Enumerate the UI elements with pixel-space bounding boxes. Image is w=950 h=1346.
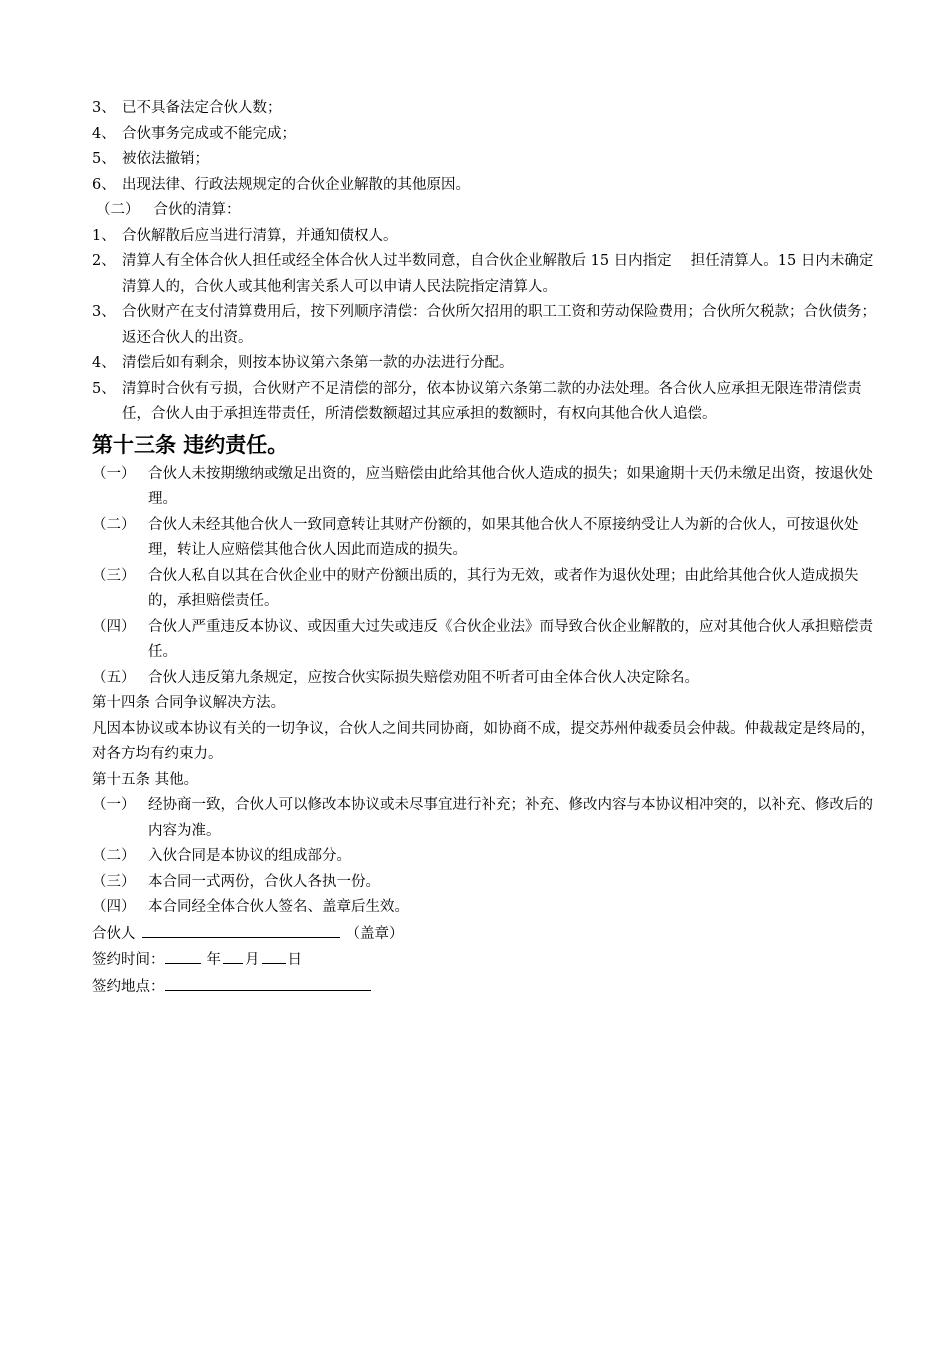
item-number: （一） <box>92 797 136 813</box>
list-item <box>92 122 882 148</box>
article-heading: 第十三条 违约责任。 <box>92 432 289 457</box>
item-text: 合伙人严重违反本协议、或因重大过失或违反《合伙企业法》而导致合伙企业解散的，应对其他合伙人承担赔偿责任。 <box>148 618 873 660</box>
list-item <box>92 666 882 692</box>
list-item <box>92 224 882 250</box>
document-page <box>92 96 882 1000</box>
item-number: 6、 <box>92 176 116 193</box>
year-blank[interactable] <box>165 947 201 964</box>
list-item <box>92 462 882 513</box>
item-number: 2、 <box>92 253 116 269</box>
item-text: 经协商一致，合伙人可以修改本协议或未尽事宜进行补充；补充、修改内容与本协议相冲突的，以补充、修改后的内容为准。 <box>148 797 873 839</box>
item-number: 5、 <box>92 151 116 167</box>
list-item <box>92 147 882 173</box>
article-heading: 第十四条 合同争议解决方法。 <box>92 695 286 711</box>
item-text: 合伙事务完成或不能完成； <box>122 125 296 142</box>
list-item <box>92 564 882 615</box>
list-item <box>92 300 882 351</box>
year-label: 年 <box>206 952 221 968</box>
item-number: 5、 <box>92 380 116 397</box>
other-list <box>92 793 882 921</box>
item-text: 清算时合伙有亏损，合伙财产不足清偿的部分，依本协议第六条第二款的办法处理。各合伙人应承担无限连带清偿责任，合伙人由于承担连带责任，所清偿数额超过其应承担的数额时，有权向其他合伙人追偿。 <box>122 380 862 422</box>
list-item <box>92 377 882 428</box>
liquidation-list <box>92 224 882 428</box>
item-number: （四） <box>92 618 136 635</box>
list-item <box>92 351 882 377</box>
article-heading: 第十五条 其他。 <box>92 771 199 788</box>
partner-label: 合伙人 <box>92 925 136 942</box>
breach-list <box>92 462 882 692</box>
dissolution-list <box>92 96 882 198</box>
item-number: 4、 <box>92 355 116 371</box>
month-blank[interactable] <box>223 947 243 964</box>
place-blank[interactable] <box>165 974 371 991</box>
item-text: 入伙合同是本协议的组成部分。 <box>148 848 351 864</box>
item-text: 本合同一式两份，合伙人各执一份。 <box>148 873 380 890</box>
item-number: 3、 <box>92 304 116 320</box>
list-item <box>92 615 882 666</box>
signing-place-line <box>92 974 882 1001</box>
item-number: （二） <box>92 848 136 864</box>
item-text: 清算人有全体合伙人担任或经全体合伙人过半数同意，自合伙企业解散后 15 日内指定 担任清算人。15 日内未确定清算人的，合伙人或其他利害关系人可以申请人民法院指定清算人。 <box>122 253 874 295</box>
item-number: （三） <box>92 567 136 584</box>
seal-label: （盖章） <box>345 925 404 942</box>
liquidation-heading <box>92 198 882 224</box>
item-text: 出现法律、行政法规规定的合伙企业解散的其他原因。 <box>122 176 470 193</box>
item-text: 清偿后如有剩余，则按本协议第六条第一款的办法进行分配。 <box>122 355 514 371</box>
item-number: （一） <box>92 465 136 482</box>
list-item <box>92 844 882 870</box>
list-item <box>92 249 882 300</box>
list-item <box>92 96 882 122</box>
day-blank[interactable] <box>262 947 286 964</box>
partner-signature-blank[interactable] <box>142 921 340 938</box>
item-text: 合伙财产在支付清算费用后，按下列顺序清偿：合伙所欠招用的职工工资和劳动保险费用；合伙所欠税款；合伙债务；返还合伙人的出资。 <box>122 304 876 346</box>
item-text: 合伙人未经其他合伙人一致同意转让其财产份额的，如果其他合伙人不原接纳受让人为新的合伙人，可按退伙处理，转让人应赔偿其他合伙人因此而造成的损失。 <box>148 516 859 558</box>
signing-date-line <box>92 947 882 974</box>
list-item <box>92 895 882 921</box>
list-item <box>92 870 882 896</box>
item-text: 被依法撤销； <box>122 151 209 167</box>
item-text: 已不具备法定合伙人数； <box>122 100 282 116</box>
list-item <box>92 793 882 844</box>
paragraph <box>92 717 882 768</box>
item-text: 合伙人违反第九条规定，应按合伙实际损失赔偿劝阻不听者可由全体合伙人决定除名。 <box>148 669 699 686</box>
item-number: （二） <box>92 516 136 533</box>
place-label: 签约地点： <box>92 978 165 995</box>
section-number: （二） <box>96 202 140 218</box>
list-item <box>92 173 882 199</box>
day-label: 日 <box>287 952 302 968</box>
month-label: 月 <box>245 952 260 968</box>
item-number: （四） <box>92 899 136 915</box>
item-text: 合伙人未按期缴纳或缴足出资的，应当赔偿由此给其他合伙人造成的损失；如果逾期十天仍未缴足出资，按退伙处理。 <box>148 465 873 507</box>
item-number: 3、 <box>92 100 116 116</box>
section-title: 合伙的清算： <box>153 202 241 218</box>
date-label: 签约时间： <box>92 952 165 968</box>
item-number: （三） <box>92 873 136 890</box>
paragraph-text: 凡因本协议或本协议有关的一切争议，合伙人之间共同协商，如协商不成，提交苏州仲裁委员会仲裁。仲裁裁定是终局的，对各方均有约束力。 <box>92 720 875 762</box>
list-item <box>92 513 882 564</box>
item-text: 合伙人私自以其在合伙企业中的财产份额出质的，其行为无效，或者作为退伙处理；由此给其他合伙人造成损失的，承担赔偿责任。 <box>148 567 859 609</box>
item-number: （五） <box>92 669 136 686</box>
partner-signature-line <box>92 921 882 948</box>
item-number: 1、 <box>92 227 116 244</box>
item-text: 合伙解散后应当进行清算，并通知债权人。 <box>122 227 398 244</box>
item-number: 4、 <box>92 125 116 142</box>
item-text: 本合同经全体合伙人签名、盖章后生效。 <box>148 899 409 915</box>
